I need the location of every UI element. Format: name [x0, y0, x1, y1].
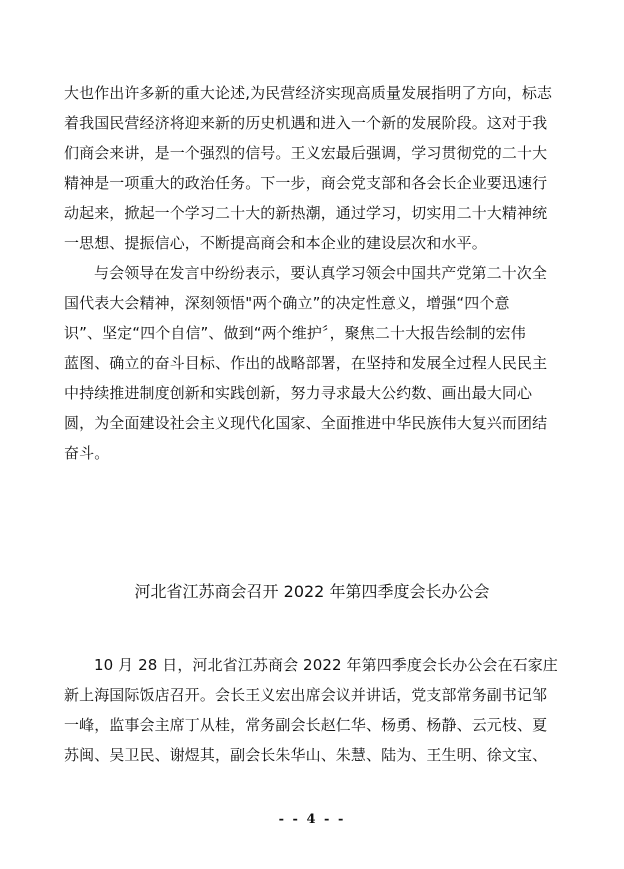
paragraph-line: 国代表大会精神，深刻领悟"两个确立”的决定性意义，增强“四个意 — [64, 294, 510, 312]
paragraph-line: 一思想、提振信心，不断提高商会和本企业的建设层次和水平。 — [64, 234, 487, 252]
paragraph-line: 与会领导在发言中纷纷表示，要认真学习领会中国共产党第二十次全 — [94, 264, 548, 282]
paragraph-line: 奋斗。 — [64, 444, 110, 462]
paragraph-1 — [64, 78, 560, 258]
paragraph-line: 着我国民营经济将迎来新的历史机遇和进入一个新的发展阶段。这对于我 — [64, 114, 548, 132]
section-title: 河北省江苏商会召开 2022 年第四季度会长办公会 — [134, 582, 490, 601]
paragraph-line: 们商会来讲，是一个强烈的信号。王义宏最后强调，学习贯彻党的二十大 — [64, 144, 548, 162]
paragraph-line: 苏闽、吴卫民、谢煜其，副会长朱华山、朱慧、陆为、王生明、徐文宝、 — [64, 746, 548, 764]
paragraph-line: 新上海国际饭店召开。会长王义宏出席会议并讲话，党支部常务副书记邹 — [64, 686, 548, 704]
paragraph-2 — [64, 258, 560, 468]
paragraph-3 — [64, 650, 560, 770]
paragraph-line: 圆，为全面建设社会主义现代化国家、全面推进中华民族伟大复兴而团结 — [64, 414, 548, 432]
paragraph-line: 识”、坚定“四个自信”、做到“两个维护〞，聚焦二十大报告绘制的宏伟 — [64, 324, 526, 342]
page-number: - - 4 - - — [278, 812, 346, 827]
paragraph-line: 一峰，监事会主席丁从桂，常务副会长赵仁华、杨勇、杨静、云元枝、夏 — [64, 716, 548, 734]
paragraph-line: 大也作出许多新的重大论述,为民营经济实现高质量发展指明了方向，标志 — [64, 84, 553, 102]
paragraph-line: 10 月 28 日，河北省江苏商会 2022 年第四季度会长办公会在石家庄 — [94, 656, 558, 674]
paragraph-line: 蓝图、确立的奋斗目标、作出的战略部署，在坚持和发展全过程人民民主 — [64, 354, 548, 372]
paragraph-line: 精神是一项重大的政治任务。下一步，商会党支部和各会长企业要迅速行 — [64, 174, 548, 192]
paragraph-line: 动起来，掀起一个学习二十大的新热潮，通过学习，切实用二十大精神统 — [64, 204, 548, 222]
paragraph-line: 中持续推进制度创新和实践创新，努力寻求最大公约数、画出最大同心 — [64, 384, 533, 402]
